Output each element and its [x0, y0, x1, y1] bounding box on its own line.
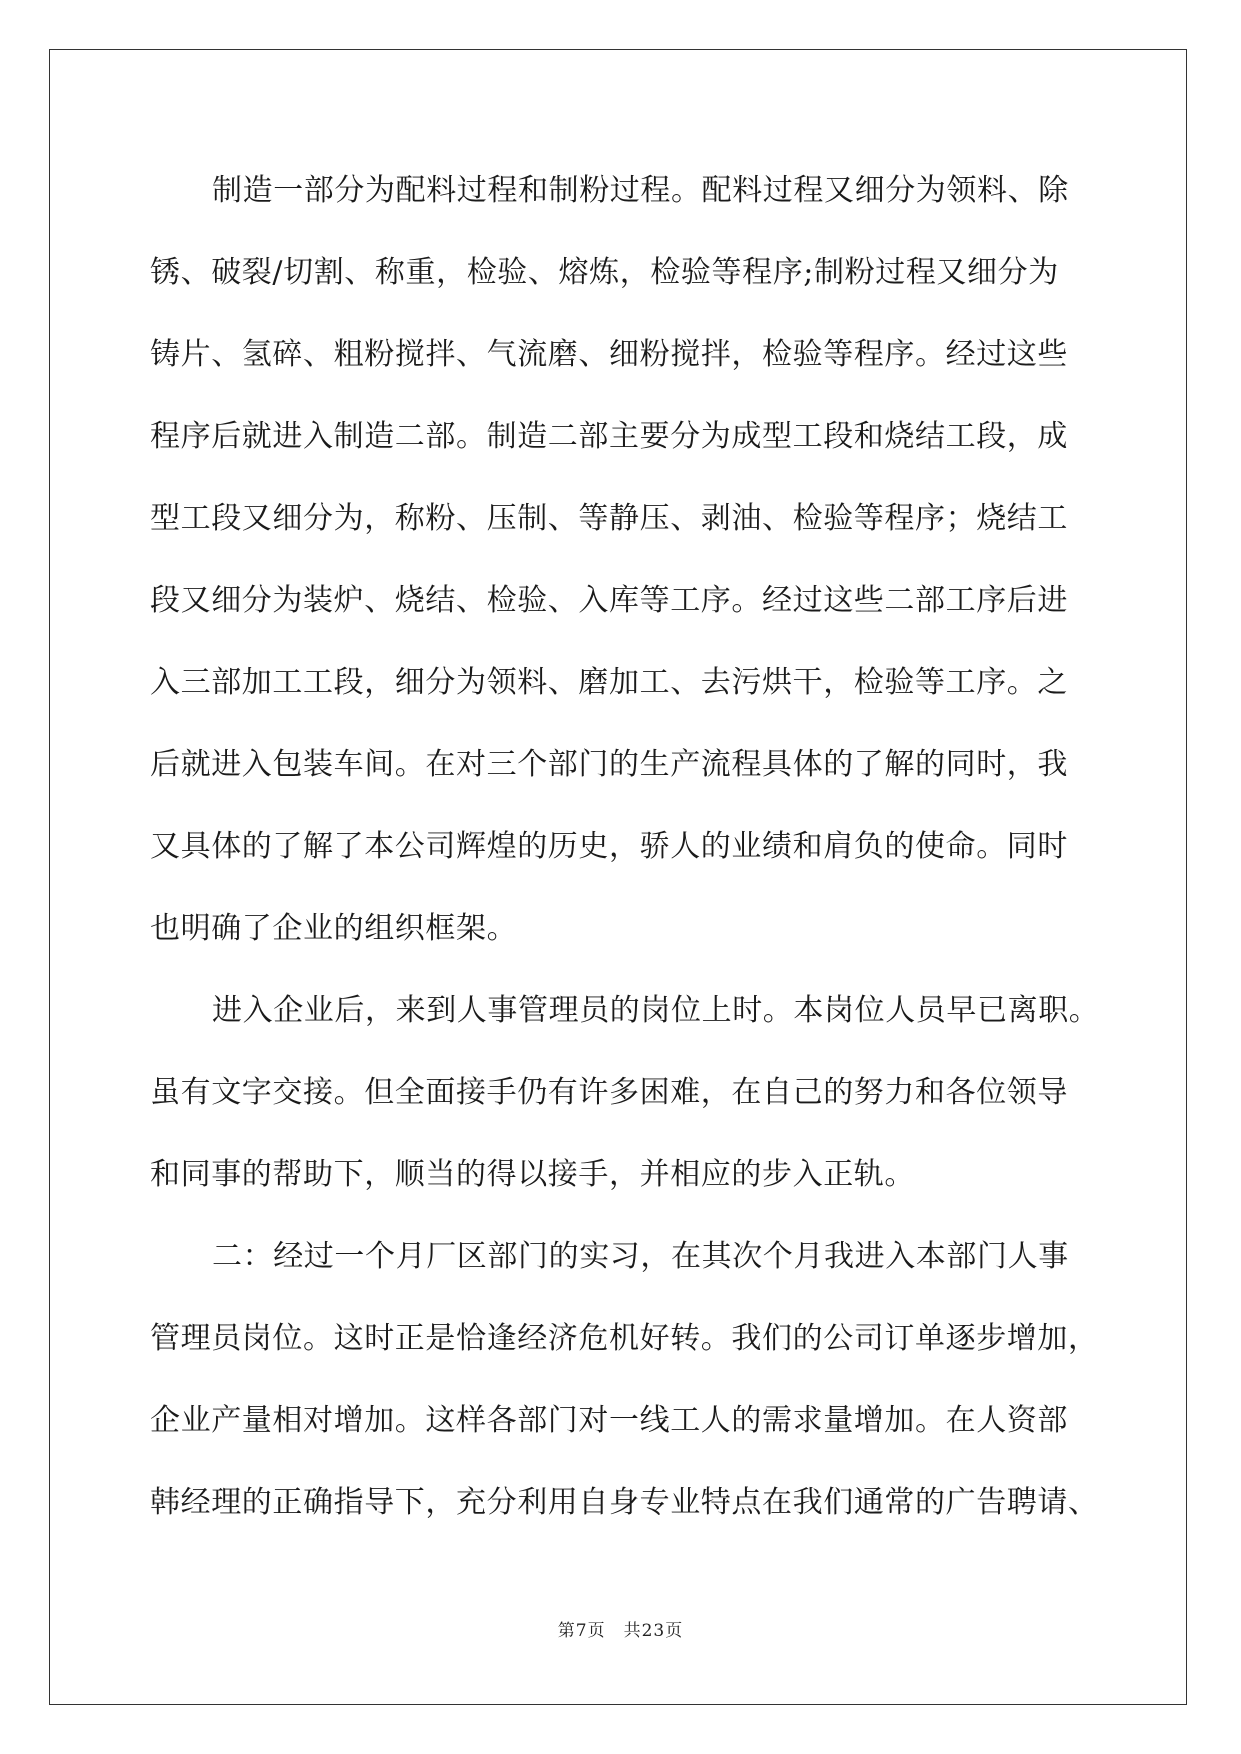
paragraph-1-line-8: 后就进入包装车间。在对三个部门的生产流程具体的了解的同时，我 [150, 747, 1068, 782]
page-number-footer: 第7页 共23页 [557, 1621, 684, 1641]
paragraph-1-line-10: 也明确了企业的组织框架。 [150, 911, 518, 946]
paragraph-2-line-2: 虽有文字交接。但全面接手仍有许多困难，在自己的努力和各位领导 [150, 1075, 1068, 1110]
paragraph-2-line-3: 和同事的帮助下，顺当的得以接手，并相应的步入正轨。 [150, 1157, 915, 1192]
paragraph-3-line-1: 二：经过一个月厂区部门的实习，在其次个月我进入本部门人事 [212, 1239, 1069, 1274]
paragraph-1-line-5: 型工段又细分为，称粉、压制、等静压、剥油、检验等程序；烧结工 [150, 501, 1068, 536]
paragraph-3-line-4: 韩经理的正确指导下，充分利用自身专业特点在我们通常的广告聘请、 [150, 1485, 1099, 1520]
paragraph-3-line-3: 企业产量相对增加。这样各部门对一线工人的需求量增加。在人资部 [150, 1403, 1068, 1438]
paragraph-1-line-6: 段又细分为装炉、烧结、检验、入库等工序。经过这些二部工序后进 [150, 583, 1068, 618]
paragraph-1-line-4: 程序后就进入制造二部。制造二部主要分为成型工段和烧结工段，成 [150, 419, 1068, 454]
paragraph-1-line-9: 又具体的了解了本公司辉煌的历史，骄人的业绩和肩负的使命。同时 [150, 829, 1068, 864]
paragraph-2-line-1: 进入企业后，来到人事管理员的岗位上时。本岗位人员早已离职。 [212, 993, 1100, 1028]
paragraph-1-line-7: 入三部加工工段，细分为领料、磨加工、去污烘干，检验等工序。之 [150, 665, 1068, 700]
paragraph-1-line-2: 锈、破裂/切割、称重，检验、熔炼，检验等程序;制粉过程又细分为 [150, 255, 1059, 290]
paragraph-1-line-1: 制造一部分为配料过程和制粉过程。配料过程又细分为领料、除 [212, 173, 1069, 208]
body-text [150, 150, 1100, 1544]
paragraph-1-line-3: 铸片、氢碎、粗粉搅拌、气流磨、细粉搅拌，检验等程序。经过这些 [150, 337, 1068, 372]
paragraph-3-line-2: 管理员岗位。这时正是恰逢经济危机好转。我们的公司订单逐步增加， [150, 1321, 1099, 1356]
